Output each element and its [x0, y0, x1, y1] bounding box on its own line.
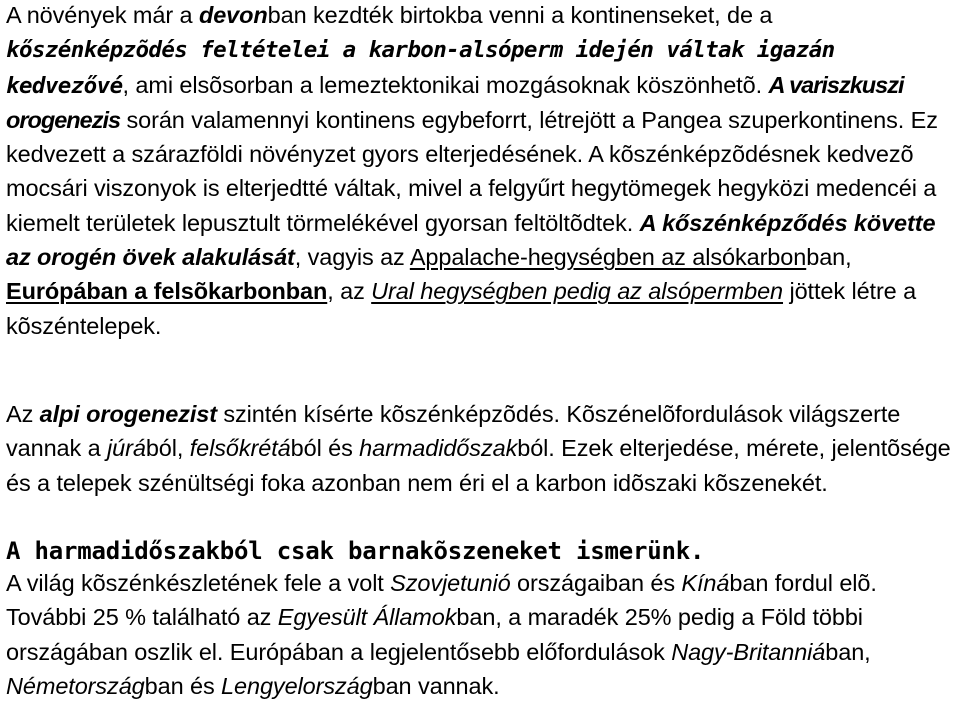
text-span: jöttek létre a kõszéntelepek. [6, 278, 917, 339]
text-span: ból. Ezek elterjedése, mérete, jelentõsége és a telepek szénültségi foka azonban nem éri el a karbon idõszaki kõszenekét. [6, 435, 951, 496]
text-span: kezdték birtokba venni a kontinenseket, de a [306, 2, 773, 28]
emphasis-felsokreta: felsőkrétá [189, 435, 291, 462]
underlined-appalache: Appalache-hegységben az alsókarbon [409, 244, 807, 271]
paragraph-devon-karbon [6, 0, 956, 343]
text-span: A világ kõszénkészletének fele a volt [6, 570, 391, 596]
emphasis-szovjetunio: Szovjetunió [390, 570, 511, 596]
heading-barnakoszen: A harmadidőszakból csak barnakõszeneket ismerünk. [6, 537, 705, 565]
emphasis-harmadidoszak: harmadidőszak [359, 435, 518, 462]
text-span: ban [806, 244, 846, 271]
text-span: során valamennyi kontinens egybeforrt, létrejött a Pangea szuperkontinens. Ez kedvezett a szárazföldi növényzet gyors elterjedésének. A kõszénképzõdésnek kedvezõ mocsári viszonyok is elterjedtté váltak, mivel a felgyűrt hegytömegek hegyközi medencéi a kiemelt területek lepusztult törmelékével gyorsan feltöltõdtek. [6, 106, 938, 236]
emphasis-lengyelorszag: Lengyelország [221, 672, 373, 699]
emphasis-egyesult-allamok: Egyesült Államok [277, 604, 457, 631]
text-span: , az [327, 278, 372, 305]
underlined-europaban: Európában a felsõkarbonban [6, 278, 328, 305]
text-span: , ami elsõsorban a lemeztektonikai mozgásoknak köszönhetõ. [122, 71, 769, 98]
text-span: , vagyis az [294, 244, 410, 271]
underlined-ural: Ural hegységben pedig az alsópermben [371, 278, 784, 305]
text-span: ban [267, 2, 307, 28]
text-span: országaiban és [510, 570, 682, 596]
emphasis-jura: júrá [107, 435, 146, 462]
text-span: A növények már a [6, 2, 199, 28]
emphasis-devon: devon [198, 2, 268, 28]
text-span: ban fordul elõ. További 25 % található az [6, 570, 877, 631]
text-span: Az [6, 401, 40, 427]
text-span: ból és [290, 435, 360, 462]
text-span: ban, a maradék 25% pedig a Föld többi országában oszlik el. Európában a legjelentősebb előfordulások [6, 604, 863, 665]
emphasis-nagy-britannia: Nagy-Britanniá [671, 638, 826, 665]
emphasis-orogen-ovek: A kőszénképződés követte az orogén övek alakulását [6, 209, 936, 271]
emphasis-nemetorszag: Németország [6, 672, 145, 699]
text-span: ban és [144, 672, 222, 699]
text-span: szintén kísérte kõszénképzõdés. Kõszénelõfordulások világszerte vannak a [6, 401, 901, 462]
text-span: ban vannak. [372, 672, 500, 699]
paragraph-koszenkeszlet [6, 566, 956, 703]
text-span: ból, [145, 435, 190, 462]
paragraph-alpi-orogenezis [6, 397, 956, 500]
emphasis-kina: Kíná [681, 570, 730, 596]
emphasis-karbon-conditions: kőszénképzõdés feltételei a karbon-alsóperm idején váltak igazán kedvezővé [6, 37, 835, 99]
emphasis-alpi: alpi orogenezist [39, 401, 217, 427]
emphasis-variszkuszi: A variszkuszi orogenezis [6, 71, 904, 133]
text-span: , [845, 244, 852, 271]
text-span: ban, [825, 638, 871, 665]
